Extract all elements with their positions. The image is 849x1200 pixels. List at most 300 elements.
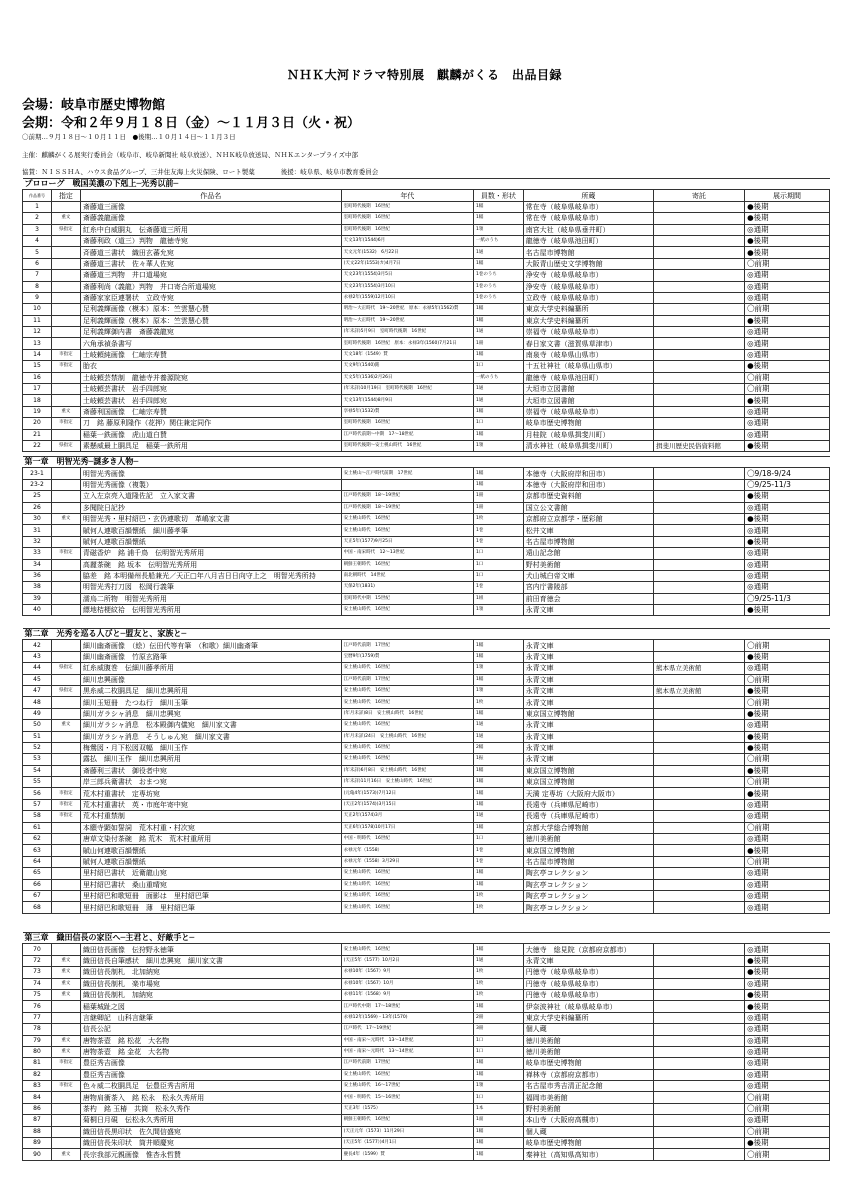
cell-title: 唐物茶壺 銘 松花 大名物	[80, 1035, 341, 1046]
cell-no: 81	[23, 1058, 52, 1069]
cell-no: 13	[23, 338, 52, 349]
cell-date: 江戸時代前期 17世紀	[341, 1058, 473, 1069]
cell-qty: 1振	[474, 754, 524, 765]
cell-no: 48	[23, 697, 52, 708]
cell-qty: 1幅	[474, 1138, 524, 1149]
cell-des	[51, 525, 80, 536]
cell-deposit	[654, 304, 745, 315]
cell-deposit	[654, 372, 745, 383]
cell-owner: 陶玄亭コレクション	[523, 868, 653, 879]
cell-date: 安土桃山時代 16世紀	[341, 663, 473, 674]
cell-period: ◎通期	[745, 868, 830, 879]
cell-date	[341, 479, 473, 490]
table-row	[23, 967, 830, 978]
cell-title: 織田信長自筆感状 細川忠興宛 細川家文書	[80, 955, 341, 966]
table-row	[23, 235, 830, 246]
cell-no: 84	[23, 1092, 52, 1103]
table-row	[23, 582, 830, 593]
cell-title: 細川忠興画像	[80, 674, 341, 685]
cell-date: (年未詳)11月16日 安土桃山時代 16世紀	[341, 777, 473, 788]
table-row	[23, 525, 830, 536]
table-row	[23, 292, 830, 303]
cell-title: 唐物肩衝茶入 銘 松永 松永久秀所用	[80, 1092, 341, 1103]
cell-owner: 常在寺（岐阜県岐阜市）	[523, 201, 653, 212]
cell-des	[51, 1092, 80, 1103]
cell-period: 〇前期	[745, 754, 830, 765]
cell-title: 明智光秀画像	[80, 468, 341, 479]
cell-title: 織田信長画像 伝狩野永徳筆	[80, 944, 341, 955]
cell-des: 重文	[51, 989, 80, 1000]
header-des: 指定	[51, 190, 80, 201]
cell-deposit	[654, 1092, 745, 1103]
table-row	[23, 754, 830, 765]
cell-deposit	[654, 491, 745, 502]
cell-owner: 永青文庫	[523, 605, 653, 616]
cell-des	[51, 731, 80, 742]
cell-deposit	[654, 856, 745, 867]
cell-no: 12	[23, 327, 52, 338]
cell-no: 66	[23, 879, 52, 890]
table-row	[23, 593, 830, 604]
cell-no: 56	[23, 788, 52, 799]
cell-deposit	[654, 1001, 745, 1012]
cell-date: 中国・明時代 15～16世紀	[341, 1092, 473, 1103]
cell-period: ●後期	[745, 1138, 830, 1149]
cell-owner: 崇福寺（岐阜県岐阜市）	[523, 406, 653, 417]
cell-deposit	[654, 720, 745, 731]
cell-deposit	[654, 1069, 745, 1080]
cell-qty: 1口	[474, 1092, 524, 1103]
cell-des: 重文	[51, 720, 80, 731]
cell-date: 安土桃山時代 16世紀	[341, 890, 473, 901]
cell-des: 重文	[51, 1149, 80, 1160]
cell-des	[51, 856, 80, 867]
cell-des	[51, 890, 80, 901]
cell-qty: 1冊	[474, 491, 524, 502]
section-heading: プロローグ 戦国美濃の下剋上─光秀以前─	[23, 179, 830, 190]
cell-title: 岸三郎兵衛書状 おまつ宛	[80, 777, 341, 788]
cell-deposit	[654, 513, 745, 524]
cell-qty: 1口	[474, 570, 524, 581]
cell-qty: 1幅	[474, 799, 524, 810]
cell-deposit	[654, 418, 745, 429]
cell-qty: 1幅	[474, 468, 524, 479]
cell-period: 〇前期	[745, 1149, 830, 1160]
cell-title: 土岐頼芸書状 岩手四郎宛	[80, 384, 341, 395]
cell-title: 縹地桔梗紋袷 伝明智光秀所用	[80, 605, 341, 616]
table-row	[23, 777, 830, 788]
cell-title: 素懸威最上胴具足 稲葉一鉄所用	[80, 440, 341, 451]
cell-no: 86	[23, 1103, 52, 1114]
cell-no: 78	[23, 1024, 52, 1035]
cell-des	[51, 247, 80, 258]
cell-title: 明智光秀打刀図 松岡行義筆	[80, 582, 341, 593]
cell-des	[51, 258, 80, 269]
cell-period: ◎通期	[745, 834, 830, 845]
cell-date: 南北朝時代 14世紀	[341, 570, 473, 581]
cell-qty: 1口	[474, 834, 524, 845]
table-row	[23, 372, 830, 383]
table-row	[23, 479, 830, 490]
cell-title: 荒木村重禁制	[80, 811, 341, 822]
cell-deposit	[654, 1103, 745, 1114]
table-row	[23, 856, 830, 867]
table-row	[23, 890, 830, 901]
cell-date: 永禄元年（1558）	[341, 845, 473, 856]
cell-period: ◎通期	[745, 902, 830, 913]
cell-deposit	[654, 235, 745, 246]
cell-date: 宝暦9年(1759)賛	[341, 651, 473, 662]
cell-period: ●後期	[745, 605, 830, 616]
cell-date: 室町時代中期 15世紀	[341, 593, 473, 604]
cell-title: 細川幽斎画像 竹原玄路筆	[80, 651, 341, 662]
cell-des	[51, 468, 80, 479]
cell-qty: 1通	[474, 395, 524, 406]
table-row	[23, 742, 830, 753]
cell-period: ◎通期	[745, 1069, 830, 1080]
cell-deposit	[654, 1138, 745, 1149]
cell-period: ●後期	[745, 513, 830, 524]
cell-owner: 浄安寺（岐阜県岐阜市）	[523, 281, 653, 292]
cell-no: 11	[23, 315, 52, 326]
cell-deposit	[654, 788, 745, 799]
cell-des	[51, 674, 80, 685]
cell-des	[51, 742, 80, 753]
cell-no: 9	[23, 292, 52, 303]
cell-period: ◎通期	[745, 879, 830, 890]
cell-deposit	[654, 697, 745, 708]
cell-owner: 本徳寺（大阪府岸和田市）	[523, 468, 653, 479]
cell-no: 49	[23, 708, 52, 719]
cell-des	[51, 338, 80, 349]
table-row	[23, 1012, 830, 1023]
cell-owner: 天満 定専坊（大阪府大阪市）	[523, 788, 653, 799]
cell-title: 斉藤道三書状 織田玄蕃允宛	[80, 247, 341, 258]
table-row	[23, 281, 830, 292]
cell-des	[51, 1103, 80, 1114]
cell-no: 57	[23, 799, 52, 810]
table-row	[23, 1081, 830, 1092]
cell-owner: 岐阜市歴史博物館	[523, 1138, 653, 1149]
cell-title: 細川ガラシャ消息 そうしゅん宛 細川家文書	[80, 731, 341, 742]
cell-date: 安土桃山時代 16世紀	[341, 868, 473, 879]
cell-qty: 1幅	[474, 406, 524, 417]
cell-title: 多聞院日記抄	[80, 502, 341, 513]
cell-title: 刀 銘 藤原利隆作（花押）関住兼定同作	[80, 418, 341, 429]
cell-deposit	[654, 1046, 745, 1057]
table-row	[23, 247, 830, 258]
cell-deposit: 熊本県立美術館	[654, 663, 745, 674]
table-row	[23, 304, 830, 315]
cell-deposit	[654, 902, 745, 913]
cell-owner: 徳川美術館	[523, 834, 653, 845]
cell-period: ●後期	[745, 491, 830, 502]
cell-qty: 1枚	[474, 890, 524, 901]
cell-qty: 1通	[474, 955, 524, 966]
header-deposit: 寄託	[654, 190, 745, 201]
table-row	[23, 720, 830, 731]
cell-des	[51, 834, 80, 845]
cell-deposit	[654, 944, 745, 955]
cell-no: 47	[23, 685, 52, 696]
cell-des	[51, 1069, 80, 1080]
cell-owner: 福岡市美術館	[523, 1092, 653, 1103]
cell-period: ◎通期	[745, 1012, 830, 1023]
cell-title: 斎藤道三判物 井口道場宛	[80, 270, 341, 281]
cell-qty: 1巻	[474, 536, 524, 547]
cell-no: 52	[23, 742, 52, 753]
cell-date: (年未詳)5月9日 室町時代後期 16世紀	[341, 327, 473, 338]
cell-des: 重文	[51, 978, 80, 989]
cell-deposit	[654, 1058, 745, 1069]
cell-title: 里村紹巴書状 近衛龍山宛	[80, 868, 341, 879]
cell-title: 賦何人連歌百韻懐紙	[80, 536, 341, 547]
cell-title: 里村紹巴和歌短冊 薄 里村紹巴筆	[80, 902, 341, 913]
table-row	[23, 502, 830, 513]
cell-des	[51, 292, 80, 303]
cell-des	[51, 879, 80, 890]
cell-des	[51, 1126, 80, 1137]
cell-date: 永禄10年（1567）10月	[341, 978, 473, 989]
cell-no: 34	[23, 559, 52, 570]
cell-owner: 東京大学史料編纂所	[523, 304, 653, 315]
cell-date: 安土桃山時代 16世紀	[341, 944, 473, 955]
cell-qty: 1通	[474, 811, 524, 822]
cell-period: ◎通期	[745, 281, 830, 292]
cell-period: ●後期	[745, 742, 830, 753]
cell-qty: 1幅	[474, 640, 524, 651]
cell-qty: 1領	[474, 224, 524, 235]
cell-period: ◎通期	[745, 944, 830, 955]
cell-title: 明智光秀画像（複製）	[80, 479, 341, 490]
cell-no: 32	[23, 536, 52, 547]
cell-owner: 大垣市立図書館	[523, 384, 653, 395]
cell-no: 4	[23, 235, 52, 246]
cell-owner: 国立公文書館	[523, 502, 653, 513]
cell-title: 紅糸威腹巻 伝細川藤孝所用	[80, 663, 341, 674]
cell-owner: 犬山城白帝文庫	[523, 570, 653, 581]
organizers-line: 主催：麒麟がくる展実行委員会（岐阜市、岐阜新聞社 岐阜放送）、ＮＨＫ岐阜放送局、ＮＨＫエンタープライズ中部	[22, 151, 358, 159]
cell-des: 県指定	[51, 440, 80, 451]
cell-date: 永禄元年（1558）3月29日	[341, 856, 473, 867]
cell-period: ●後期	[745, 708, 830, 719]
cell-date: 中国・南宋～元時代 13～14世紀	[341, 1035, 473, 1046]
cell-date: (年月未詳)8日 安土桃山時代 16世紀	[341, 708, 473, 719]
cell-title: 織田信長制札 加納宛	[80, 989, 341, 1000]
cell-qty: 1幅	[474, 429, 524, 440]
cell-no: 53	[23, 754, 52, 765]
cell-des: 市指定	[51, 799, 80, 810]
cell-period: ◎通期	[745, 418, 830, 429]
table-row	[23, 224, 830, 235]
cell-deposit	[654, 258, 745, 269]
cell-no: 7	[23, 270, 52, 281]
cell-qty: 1幅	[474, 1058, 524, 1069]
cell-des: 市指定	[51, 788, 80, 799]
cell-date: 安土桃山時代 16世紀	[341, 754, 473, 765]
cell-des: 市指定	[51, 548, 80, 559]
cell-qty: 1幅	[474, 258, 524, 269]
cell-des	[51, 1024, 80, 1035]
cell-owner: 名古屋市秀吉清正記念館	[523, 1081, 653, 1092]
cell-qty: 1巻	[474, 525, 524, 536]
cell-des: 市指定	[51, 1081, 80, 1092]
cell-qty: 1組	[474, 593, 524, 604]
table-row	[23, 201, 830, 212]
cell-des	[51, 270, 80, 281]
cell-deposit	[654, 1035, 745, 1046]
cell-date: (天正2年(1574))3月15日	[341, 799, 473, 810]
cell-owner: 東京大学史料編纂所	[523, 1012, 653, 1023]
cell-date: 天文13年(1544)8月9日	[341, 395, 473, 406]
header-no: 作品番号	[23, 190, 52, 201]
cell-title: 胎衣	[80, 361, 341, 372]
cell-owner: 徳川美術館	[523, 1035, 653, 1046]
table-row	[23, 468, 830, 479]
cell-date: 天正2年(1574)3月	[341, 811, 473, 822]
cell-qty: 一紙のうち	[474, 372, 524, 383]
cell-period: ●後期	[745, 440, 830, 451]
table-row	[23, 548, 830, 559]
cell-no: 89	[23, 1138, 52, 1149]
cell-period: ◎通期	[745, 1115, 830, 1126]
cell-title: 梅鶯図・月下松図双幅 細川玉作	[80, 742, 341, 753]
table-row	[23, 570, 830, 581]
catalog-section-table	[22, 178, 830, 452]
cell-owner: 永青文庫	[523, 731, 653, 742]
cell-qty: 1幅	[474, 765, 524, 776]
table-row	[23, 902, 830, 913]
cell-qty: 1幅	[474, 788, 524, 799]
cell-deposit	[654, 742, 745, 753]
section-heading: 第一章 明智光秀─謎多き人物─	[23, 457, 830, 468]
cell-no: 20	[23, 418, 52, 429]
cell-owner: 東京国立博物館	[523, 777, 653, 788]
table-row	[23, 429, 830, 440]
cell-deposit	[654, 834, 745, 845]
cell-des	[51, 765, 80, 776]
cell-date: (天文22年(1553)カ)4月7日	[341, 258, 473, 269]
cell-qty: 1枚	[474, 902, 524, 913]
cell-date: 安土桃山時代 16世紀	[341, 697, 473, 708]
header-period: 展示期間	[745, 190, 830, 201]
cell-period: ●後期	[745, 235, 830, 246]
cell-owner: 遠山記念館	[523, 548, 653, 559]
cell-title: 足利義輝画像（模本）原本：竺雲慧心賛	[80, 315, 341, 326]
header-title: 作品名	[80, 190, 341, 201]
cell-deposit	[654, 967, 745, 978]
cell-date: (天正5年（1577）10月2日	[341, 955, 473, 966]
cell-no: 15	[23, 361, 52, 372]
cell-qty: 1幅	[474, 1001, 524, 1012]
cell-deposit	[654, 765, 745, 776]
cell-title: 斎藤利政（道三）判物 龍徳寺宛	[80, 235, 341, 246]
cell-owner: 岐阜市歴史博物館	[523, 1058, 653, 1069]
cell-qty: 1口	[474, 361, 524, 372]
cell-period: ◎通期	[745, 1035, 830, 1046]
cell-des	[51, 1001, 80, 1012]
cell-des	[51, 944, 80, 955]
cell-no: 40	[23, 605, 52, 616]
cell-deposit	[654, 731, 745, 742]
cell-deposit	[654, 429, 745, 440]
cell-deposit	[654, 224, 745, 235]
cell-owner: 月桂院（岐阜県揖斐川町）	[523, 429, 653, 440]
cell-no: 2	[23, 213, 52, 224]
cell-title: 里村紹巴和歌短冊 面影は 里村紹巴筆	[80, 890, 341, 901]
cell-date: 室町時代後期 16世紀	[341, 224, 473, 235]
cell-qty: 1口	[474, 559, 524, 570]
cell-des: 重文	[51, 406, 80, 417]
cell-title: 荒木村重書状 定専坊宛	[80, 788, 341, 799]
cell-owner: 浄安寺（岐阜県岐阜市）	[523, 270, 653, 281]
cell-no: 87	[23, 1115, 52, 1126]
cell-no: 50	[23, 720, 52, 731]
cell-owner: 東京大学史料編纂所	[523, 315, 653, 326]
cell-qty: 1枚	[474, 989, 524, 1000]
table-row	[23, 338, 830, 349]
cell-date: 安土桃山時代 16～17世紀	[341, 1081, 473, 1092]
cell-period: 〇前期	[745, 640, 830, 651]
cell-period: 〇前期	[745, 372, 830, 383]
cell-qty: 1幅	[474, 674, 524, 685]
cell-no: 90	[23, 1149, 52, 1160]
cell-period: ◎通期	[745, 224, 830, 235]
cell-date: (年月未詳)24日 安土桃山時代 16世紀	[341, 731, 473, 742]
section-heading-row	[23, 179, 830, 190]
cell-qty: 1幅	[474, 304, 524, 315]
cell-date: 明治～大正時代 19～20世紀 原本：永禄5年(1562)賛	[341, 304, 473, 315]
cell-qty: 1幅	[474, 1069, 524, 1080]
cell-owner: 伊奈波神社（岐阜県岐阜市）	[523, 1001, 653, 1012]
cell-period: 〇9/25-11/3	[745, 593, 830, 604]
cell-des: 市指定	[51, 361, 80, 372]
table-row	[23, 697, 830, 708]
cell-deposit	[654, 640, 745, 651]
cell-des: 県指定	[51, 224, 80, 235]
cell-title: 斎藤道三画像	[80, 201, 341, 212]
table-row	[23, 1024, 830, 1035]
cell-deposit	[654, 845, 745, 856]
cell-owner: 永青文庫	[523, 754, 653, 765]
cell-no: 25	[23, 491, 52, 502]
cell-owner: 春日家文書（滋賀県草津市）	[523, 338, 653, 349]
cell-title: 細川玉短冊 たつね行 細川玉筆	[80, 697, 341, 708]
cell-period: 〇前期	[745, 674, 830, 685]
cell-qty: 1巻	[474, 845, 524, 856]
table-row	[23, 384, 830, 395]
cell-des	[51, 605, 80, 616]
cell-deposit	[654, 799, 745, 810]
header-qty: 員数・形状	[474, 190, 524, 201]
cell-qty: 1通	[474, 731, 524, 742]
table-row	[23, 418, 830, 429]
cell-owner: 大徳寺 総見院（京都府京都市）	[523, 944, 653, 955]
cell-qty: 1幅	[474, 822, 524, 833]
cell-period: ◎通期	[745, 582, 830, 593]
cell-des: 重文	[51, 1046, 80, 1057]
cell-no: 79	[23, 1035, 52, 1046]
cell-des	[51, 327, 80, 338]
cell-date: 明治～大正時代 19～20世紀	[341, 315, 473, 326]
cell-title: 細川ガラシャ消息 松本殿御内儀宛 細川家文書	[80, 720, 341, 731]
cell-date: 朝鮮王朝時代 16世紀	[341, 1115, 473, 1126]
cell-date: 室町時代後期 16世紀	[341, 418, 473, 429]
cell-qty: 1面	[474, 1115, 524, 1126]
cell-period: 〇前期	[745, 822, 830, 833]
cell-title: 里村紹巴書状 桑山重晴宛	[80, 879, 341, 890]
cell-deposit	[654, 1149, 745, 1160]
